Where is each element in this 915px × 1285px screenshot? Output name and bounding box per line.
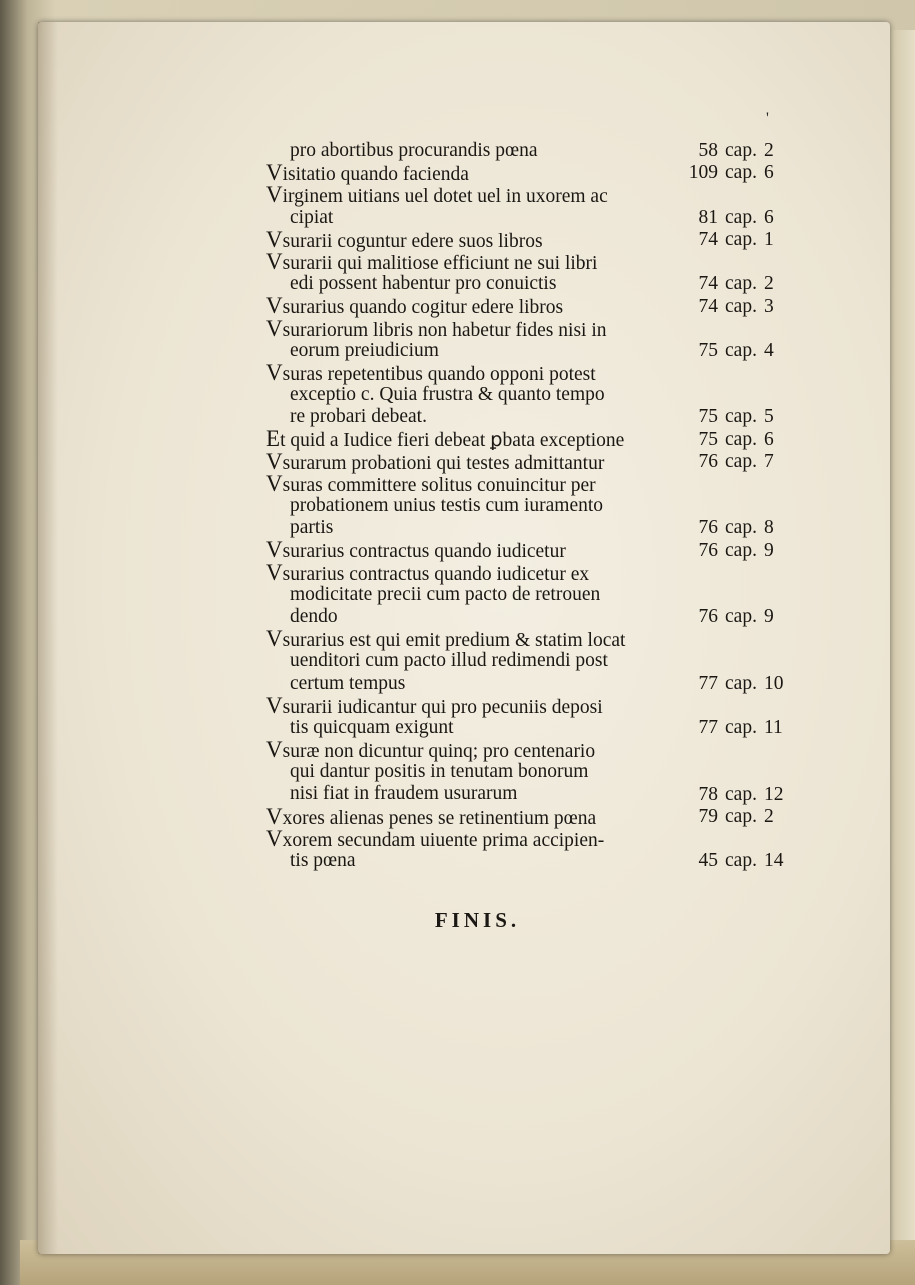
index-entry xyxy=(266,825,796,872)
entry-text-line: eorum preiudicium xyxy=(290,339,439,361)
page-number: 109 xyxy=(688,162,718,184)
entry-reference xyxy=(684,850,796,872)
entry-text-line: Vsurarius contractus quando iudicetur xyxy=(266,537,566,563)
cap-label: cap. xyxy=(725,273,757,295)
page-number: 81 xyxy=(698,206,718,228)
cap-label: cap. xyxy=(725,228,757,250)
page-number: 75 xyxy=(698,339,718,361)
chapter-number: 5 xyxy=(764,406,774,428)
chapter-number: 4 xyxy=(764,339,774,361)
page-number: 45 xyxy=(698,850,718,872)
index-entry xyxy=(266,559,796,629)
entry-text-line: probationem unius testis cum iuramento xyxy=(290,495,604,516)
entry-reference xyxy=(684,229,796,251)
chapter-number: 6 xyxy=(764,162,774,184)
index-entry xyxy=(266,739,796,806)
entry-text-line: Vsurarius contractus quando iudicetur ex xyxy=(266,559,590,585)
entry-reference xyxy=(684,784,796,806)
entry-reference xyxy=(684,296,796,318)
entry-reference xyxy=(684,540,796,562)
page-number: 77 xyxy=(698,717,718,739)
chapter-number: 9 xyxy=(764,606,774,628)
chapter-number: 2 xyxy=(764,140,774,162)
cap-label: cap. xyxy=(725,517,757,539)
index-entry xyxy=(266,470,796,540)
entry-text-line: Vsurariorum libris non habetur fides nisi in xyxy=(266,315,607,341)
entry-reference xyxy=(684,806,796,828)
chapter-number: 9 xyxy=(764,539,774,561)
entry-text-line: nisi fiat in fraudem usurarum xyxy=(290,783,518,805)
index-entry xyxy=(266,628,796,695)
cap-label: cap. xyxy=(725,406,757,428)
cap-label: cap. xyxy=(725,606,757,628)
entry-text-line: pro abortibus procurandis pœna xyxy=(290,140,538,161)
entry-reference xyxy=(684,429,796,451)
entry-reference xyxy=(684,673,796,695)
entry-text-line: re probari debeat. xyxy=(290,406,427,428)
entry-text-line: Virginem uitians uel dotet uel in uxorem ac xyxy=(266,182,608,208)
page-number: 76 xyxy=(698,606,718,628)
cap-label: cap. xyxy=(725,450,757,472)
entry-text-line: Vsuras committere solitus conuincitur per xyxy=(266,470,596,496)
entry-text-line: Visitatio quando facienda xyxy=(266,160,469,186)
entry-reference xyxy=(684,273,796,295)
entry-text-line: qui dantur positis in tenutam bonorum xyxy=(290,761,589,783)
chapter-number: 14 xyxy=(764,850,784,872)
cap-label: cap. xyxy=(725,428,757,450)
index-entry xyxy=(266,140,796,162)
index-entry xyxy=(266,428,796,450)
entry-text-line: exceptio c. Quia frustra & quanto tempo xyxy=(290,384,605,406)
chapter-number: 8 xyxy=(764,517,774,539)
page-number: 79 xyxy=(698,805,718,827)
page-number: 76 xyxy=(698,539,718,561)
index-entry xyxy=(266,359,796,429)
chapter-number: 2 xyxy=(764,273,774,295)
entry-text-line: Vsuras repetentibus quando opponi potest xyxy=(266,359,596,385)
entry-text-line: cipiat xyxy=(290,206,334,228)
chapter-number: 12 xyxy=(764,783,784,805)
page-number: 75 xyxy=(698,406,718,428)
entry-text-line: Vsurarum probationi qui testes admittantur xyxy=(266,448,605,474)
index-entry xyxy=(266,803,796,829)
chapter-number: 3 xyxy=(764,295,774,317)
entry-text-line: Vsurarius est qui emit predium & statim locat xyxy=(266,626,626,652)
entry-text-line: Vsurarii coguntur edere suos libros xyxy=(266,226,543,252)
page-number: 76 xyxy=(698,517,718,539)
cap-label: cap. xyxy=(725,717,757,739)
index-entry xyxy=(266,248,796,295)
entry-text-line: certum tempus xyxy=(290,672,406,694)
entry-reference xyxy=(684,140,796,162)
cap-label: cap. xyxy=(725,140,757,162)
entry-text-line: tis pœna xyxy=(290,850,356,871)
entry-text-line: uenditori cum pacto illud redimendi post xyxy=(290,650,608,672)
index-entry xyxy=(266,692,796,739)
index-entry xyxy=(266,226,796,252)
page-number: 74 xyxy=(698,295,718,317)
finis-heading: FINIS. xyxy=(434,908,521,932)
page-number: 74 xyxy=(698,273,718,295)
chapter-number: 6 xyxy=(764,206,774,228)
chapter-number: 7 xyxy=(764,450,774,472)
entry-reference xyxy=(684,606,796,628)
cap-label: cap. xyxy=(725,539,757,561)
cap-label: cap. xyxy=(725,339,757,361)
entry-text-line: Et quid a Iudice fieri debeat ꝑbata exceptione xyxy=(266,426,625,452)
cap-label: cap. xyxy=(725,805,757,827)
cap-label: cap. xyxy=(725,162,757,184)
chapter-number: 10 xyxy=(764,672,784,694)
entry-reference xyxy=(684,340,796,362)
entry-text-line: Vsurarius quando cogitur edere libros xyxy=(266,293,564,319)
chapter-number: 2 xyxy=(764,805,774,827)
index-entry xyxy=(266,184,796,228)
chapter-number: 11 xyxy=(764,717,783,739)
chapter-number: 6 xyxy=(764,428,774,450)
entry-reference xyxy=(684,517,796,539)
index-entry xyxy=(266,162,796,184)
index-entry xyxy=(266,539,796,561)
page-number: 77 xyxy=(698,672,718,694)
index-list xyxy=(266,140,796,872)
entry-text-line: Vsurarii iudicantur qui pro pecuniis deposi xyxy=(266,692,603,718)
page-number: 76 xyxy=(698,450,718,472)
page-number: 58 xyxy=(698,140,718,162)
entry-reference xyxy=(684,207,796,229)
entry-text-line: Vsuræ non dicuntur quinq; pro centenario xyxy=(266,737,596,763)
cap-label: cap. xyxy=(725,206,757,228)
page-number: 74 xyxy=(698,228,718,250)
index-entry xyxy=(266,448,796,474)
entry-text-line: Vsurarii qui malitiose efficiunt ne sui libri xyxy=(266,248,598,274)
entry-reference xyxy=(684,717,796,739)
page-number: 75 xyxy=(698,428,718,450)
entry-reference xyxy=(684,162,796,184)
entry-text-line: edi possent habentur pro conuictis xyxy=(290,273,557,295)
cap-label: cap. xyxy=(725,850,757,872)
page-gutter-shadow xyxy=(38,22,58,1254)
entry-text-line: tis quicquam exigunt xyxy=(290,716,454,738)
entry-reference xyxy=(684,406,796,428)
cap-label: cap. xyxy=(725,783,757,805)
entry-text-line: dendo xyxy=(290,605,338,627)
entry-text-line: modicitate precii cum pacto de retrouen xyxy=(290,583,601,605)
cap-label: cap. xyxy=(725,672,757,694)
ink-mark: ' xyxy=(766,110,769,127)
entry-text-line: Vxores alienas penes se retinentium pœna xyxy=(266,803,597,829)
chapter-number: 1 xyxy=(764,228,774,250)
index-entry xyxy=(266,295,796,317)
entry-text-line: partis xyxy=(290,517,334,539)
entry-text-line: Vxorem secundam uiuente prima accipien- xyxy=(266,825,605,851)
entry-reference xyxy=(684,451,796,473)
index-entry xyxy=(266,315,796,362)
cap-label: cap. xyxy=(725,295,757,317)
page-number: 78 xyxy=(698,783,718,805)
